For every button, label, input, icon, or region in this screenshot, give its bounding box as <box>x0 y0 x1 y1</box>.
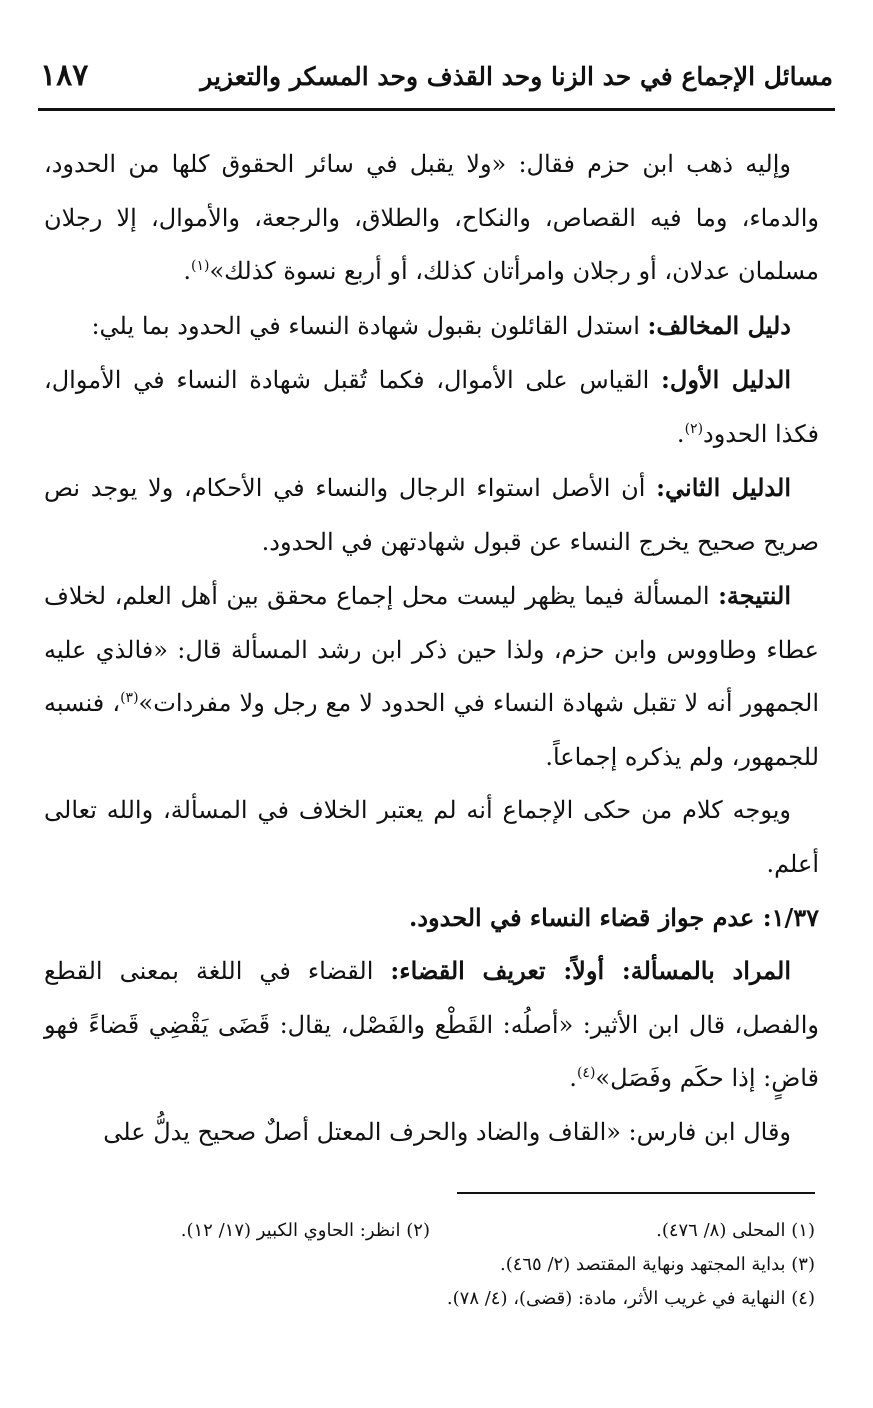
footnote-ref: (٤) <box>576 1065 596 1081</box>
footnote-1: (١) المحلى (٨/ ٤٧٦). <box>656 1220 815 1241</box>
paragraph-ibn-faris <box>44 1106 819 1160</box>
footnote-3: (٣) بداية المجتهد ونهاية المقتصد (٢/ ٤٦٥). <box>499 1254 815 1275</box>
paragraph-text: استدل القائلون بقبول شهادة النساء في الحدود بما يلي: <box>91 311 648 340</box>
section-heading: ١/٣٧: عدم جواز قضاء النساء في الحدود. <box>409 903 819 932</box>
paragraph-text: القضاء في اللغة بمعنى القطع والفصل، قال ابن الأثير: «أصلُه: القَطْع والفَصْل، يقال: قَضَى يَقْضِي قَضاءً فهو قاضٍ: إذا حكَم وفَصَل» <box>44 957 819 1092</box>
paragraph-tail: ، فنسبه للجمهور، ولم يذكره إجماعاً. <box>44 689 819 771</box>
paragraph-result <box>44 569 819 784</box>
paragraph-first-evidence <box>44 353 819 461</box>
footnote-2: (٢) انظر: الحاوي الكبير (١٧/ ١٢). <box>180 1220 430 1241</box>
paragraph-lead: النتيجة: <box>718 581 791 610</box>
paragraph-definition <box>44 944 819 1106</box>
footnotes <box>55 1214 815 1316</box>
paragraph-text: ويوجه كلام من حكى الإجماع أنه لم يعتبر الخلاف في المسألة، والله تعالى أعلم. <box>44 796 819 878</box>
paragraph-text: القياس على الأموال، فكما تُقبل شهادة النساء في الأموال، فكذا الحدود <box>44 366 819 448</box>
footnote-ref: (٢) <box>684 420 704 437</box>
footnote-4: (٤) النهاية في غريب الأثر، مادة: (قضى)، (٤/ ٧٨). <box>446 1288 815 1309</box>
paragraph-text: المسألة فيما يظهر ليست محل إجماع محقق بين أهل العلم، لخلاف عطاء وطاووس وابن حزم، ولذا حين ذكر ابن رشد المسألة قال: «فالذي عليه الجمهور أنه لا تقبل شهادة النساء في الحدود لا مع رجل ولا مفردات» <box>44 582 820 717</box>
footnote-ref: (٣) <box>120 690 139 706</box>
footnote-rule <box>457 1192 815 1194</box>
paragraph-conclusion <box>44 784 819 891</box>
footnote-ref: (١) <box>191 258 210 274</box>
paragraph-ibn-hazm <box>44 138 819 299</box>
paragraph-text: وقال ابن فارس: «القاف والضاد والحرف المعتل أصلٌ صحيح يدلُّ على <box>103 1117 791 1146</box>
paragraph-text: وإليه ذهب ابن حزم فقال: «ولا يقبل في سائر الحقوق كلها من الحدود، والدماء، وما فيه القصاص، والنكاح، والطلاق، والرجعة، والأموال، إلا رجلان مسلمان عدلان، أو رجلان وامرأتان كذلك، أو أربع نسوة كذلك» <box>44 150 819 285</box>
page-header <box>40 58 833 102</box>
header-rule <box>38 108 835 111</box>
paragraph-second-evidence <box>44 461 819 569</box>
running-title: مسائل الإجماع في حد الزنا وحد القذف وحد المسكر والتعزير <box>200 62 833 91</box>
paragraph-lead: دليل المخالف: <box>647 310 791 340</box>
paragraph-text: أن الأصل استواء الرجال والنساء في الأحكام، ولا يوجد نص صريح صحيح يخرج النساء عن قبول شهادتهن في الحدود. <box>44 474 819 556</box>
paragraph-opponent-evidence <box>44 299 819 354</box>
main-text <box>44 138 819 1159</box>
paragraph-lead: الدليل الثاني: <box>656 473 791 502</box>
paragraph-lead: الدليل الأول: <box>661 365 792 394</box>
paragraph-lead: المراد بالمسألة: أولاً: تعريف القضاء: <box>390 956 791 985</box>
page-number: ١٨٧ <box>40 58 89 93</box>
footnote-row <box>55 1214 815 1248</box>
paragraph-tail: . <box>569 1064 577 1092</box>
paragraph-tail: . <box>676 419 685 448</box>
paragraph-tail: . <box>183 257 192 285</box>
